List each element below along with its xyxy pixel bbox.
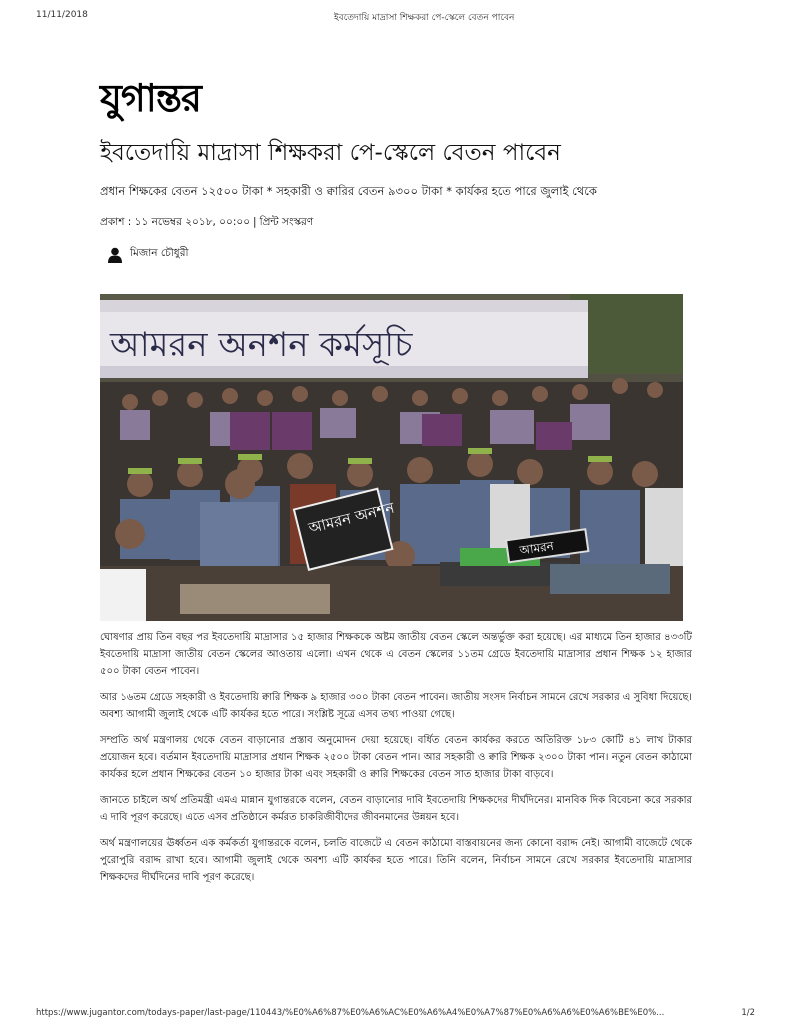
page-number: 1/2 bbox=[741, 1008, 755, 1018]
print-url[interactable]: https://www.jugantor.com/todays-paper/last-page/110443/%E0%A6%87%E0%A6%AC%E0%A6%A4%E0%A7%87%E0%A6%A6%E0%A6%BE%E0%... bbox=[36, 1008, 665, 1018]
article-paragraph: জানতে চাইলে অর্থ প্রতিমন্ত্রী এমএ মান্নান যুগান্তরকে বলেন, বেতন বাড়ানোর দাবি ইবতেদায়ি শিক্ষকদের দীর্ঘদিনের। মানবিক দিক বিবেচনা করে সরকার এ দাবি পূরণ করেছে। এতে এসব প্রতিষ্ঠানে কর্মরত চাকরিজীবীদের জীবনমানের উন্নয়ন হবে। bbox=[100, 795, 692, 823]
article-author bbox=[108, 246, 188, 263]
article-meta bbox=[100, 215, 313, 232]
print-edition-link[interactable]: প্রিন্ট সংস্করণ bbox=[259, 216, 314, 228]
article-headline: ইবতেদায়ি মাদ্রাসা শিক্ষকরা পে-স্কেলে বেতন পাবেন bbox=[100, 140, 561, 166]
placard-1-text: আমরন অনশন bbox=[306, 498, 397, 538]
article-paragraph: সম্প্রতি অর্থ মন্ত্রণালয় থেকে বেতন বাড়ানোর প্রস্তাব অনুমোদন দেয়া হয়েছে। বর্ধিত বেতন কার্যকর করতে অতিরিক্ত ১৮৩ কোটি ৪১ লাখ টাকার প্রয়োজন হবে। বর্তমান ইবতেদায়ি মাদ্রাসার প্রধান শিক্ষক ২৫০০ টাকা বেতন পান। আর সহকারী ও ক্বারি শিক্ষক ২৩০০ টাকা পান। নতুন বেতন কাঠামো কার্যকর হলে প্রধান শিক্ষকের বেতন ১০ হাজার টাকা এবং সহকারী ও ক্বারি শিক্ষকের বেতন সাত হাজার টাকা বাড়বে। bbox=[100, 735, 692, 780]
user-icon bbox=[108, 247, 122, 263]
newspaper-logo[interactable]: যুগান্তর bbox=[100, 75, 201, 120]
print-page-title: ইবতেদায়ি মাদ্রাসা শিক্ষকরা পে-স্কেলে বেতন পাবেন bbox=[334, 13, 515, 23]
banner-text: আমরন অনশন কর্মসূচি bbox=[110, 325, 413, 365]
author-name[interactable]: মিজান চৌধুরী bbox=[130, 247, 189, 259]
article-paragraph: অর্থ মন্ত্রণালয়ের ঊর্ধ্বতন এক কর্মকর্তা যুগান্তরকে বলেন, চলতি বাজেটে এ বেতন কাঠামো বাস্তবায়নের জন্য কোনো বরাদ্দ নেই। আগামী বাজেটে থেকে পুরোপুরি বরাদ্দ রাখা হবে। আগামী জুলাই থেকে অবশ্য এটি কার্যকর হতে পারে। তিনি বলেন, নির্বাচন সামনে রেখে সরকার ইবতেদায়ি মাদ্রাসার শিক্ষকদের দীর্ঘদিনের দাবি পূরণ করেছে। bbox=[100, 838, 692, 883]
meta-separator: | bbox=[253, 216, 257, 228]
article-paragraph: ঘোষণার প্রায় তিন বছর পর ইবতেদায়ি মাদ্রাসার ১৫ হাজার শিক্ষককে অষ্টম জাতীয় বেতন স্কেলে অন্তর্ভুক্ত করা হয়েছে। এর মাধ্যমে তিন হাজার ৪৩৩টি ইবতেদায়ি মাদ্রাসা জাতীয় বেতন স্কেলের আওতায় এলো। এখন থেকে এ বেতন স্কেলের ১১তম গ্রেডে ইবতেদায়ি মাদ্রাসার প্রধান শিক্ষক ১২ হাজার ৫০০ টাকা বেতন পাবেন। bbox=[100, 632, 692, 677]
print-date: 11/11/2018 bbox=[36, 10, 88, 20]
published-date: প্রকাশ : ১১ নভেম্বর ২০১৮, ০০:০০ bbox=[100, 216, 251, 228]
article-body bbox=[100, 629, 692, 895]
article-photo bbox=[100, 294, 683, 621]
article-subheadline: প্রধান শিক্ষকের বেতন ১২৫০০ টাকা * সহকারী ও ক্বারির বেতন ৯৩০০ টাকা * কার্যকর হতে পারে জুলাই থেকে bbox=[100, 184, 597, 198]
placard-2-text: আমরন bbox=[518, 538, 555, 558]
article-paragraph: আর ১৬তম গ্রেডে সহকারী ও ইবতেদায়ি ক্বারি শিক্ষক ৯ হাজার ৩০০ টাকা বেতন পাবেন। জাতীয় সংসদ নির্বাচন সামনে রেখে সরকার এ সুবিধা দিয়েছে। অবশ্য আগামী জুলাই থেকে এটি কার্যকর হতে পারে। সংশ্লিষ্ট সূত্রে এসব তথ্য পাওয়া গেছে। bbox=[100, 692, 692, 720]
